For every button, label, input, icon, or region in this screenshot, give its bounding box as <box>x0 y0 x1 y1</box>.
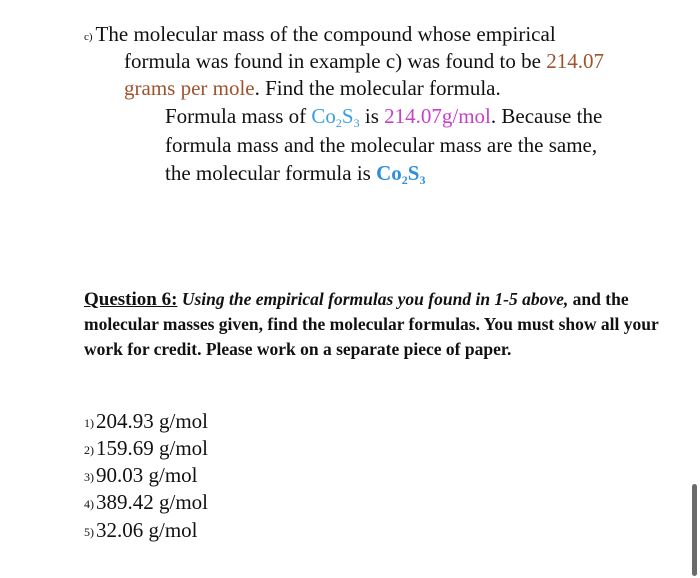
list-item-value: 159.69 g/mol <box>96 436 209 460</box>
formula-element-1: Co <box>311 104 336 128</box>
formula-mass-suffix: . Because the <box>490 104 603 128</box>
list-item-number: 1) <box>84 416 94 430</box>
list-item <box>84 408 208 437</box>
example-c-line-6 <box>165 160 425 186</box>
example-c-marker: c) <box>84 31 93 43</box>
example-c-line-2 <box>124 48 604 74</box>
example-c-text-2: formula was found in example c) was found to be <box>124 49 541 73</box>
example-c-line-4 <box>165 103 602 129</box>
molecular-formula-prefix: the molecular formula is <box>165 161 371 185</box>
list-item-number: 4) <box>84 497 94 511</box>
question-title: Question 6: <box>84 289 178 310</box>
list-item-value: 389.42 g/mol <box>96 490 209 514</box>
formula-subscript-1: 2 <box>335 116 342 130</box>
formula-mass-prefix: Formula mass of <box>165 104 307 128</box>
example-c-line-3 <box>124 75 501 101</box>
list-item-value: 32.06 g/mol <box>96 518 198 542</box>
molecular-mass-unit: grams per mole <box>124 76 255 100</box>
vertical-scrollbar[interactable] <box>692 484 697 576</box>
example-c-line-1 <box>84 21 556 51</box>
question-body: and the molecular masses given, find the molecular formulas. You must show all your work for credit. Please work on a separate piece of paper. <box>84 289 659 359</box>
molecular-formula-subscript-1: 2 <box>401 173 408 187</box>
molecular-formula-element-1: Co <box>376 161 402 185</box>
question-6 <box>84 287 674 362</box>
molecular-formula-element-2: S <box>407 161 420 185</box>
molecular-mass-value: 214.07 <box>546 49 604 73</box>
list-item-value: 204.93 g/mol <box>96 409 209 433</box>
list-item <box>84 462 198 491</box>
example-c-text-1: The molecular mass of the compound whose empirical <box>95 22 556 46</box>
example-c-line-5 <box>165 132 597 158</box>
list-item-number: 5) <box>84 525 94 539</box>
formula-subscript-2: 3 <box>353 116 360 130</box>
formula-is-word: is <box>364 104 379 128</box>
formula-mass-value: 214.07g/mol <box>384 104 491 128</box>
formula-element-2: S <box>341 104 354 128</box>
question-italic-text: Using the empirical formulas you found in 1-5 above, <box>181 289 569 309</box>
example-c-text-3: . Find the molecular formula. <box>254 76 501 100</box>
list-item-value: 90.03 g/mol <box>96 463 198 487</box>
list-item <box>84 435 208 464</box>
empirical-formula <box>311 104 359 128</box>
example-c-text-5: formula mass and the molecular mass are the same, <box>165 133 598 157</box>
list-item <box>84 489 208 518</box>
list-item <box>84 517 198 546</box>
list-item-number: 2) <box>84 443 94 457</box>
molecular-formula-subscript-2: 3 <box>419 173 426 187</box>
list-item-number: 3) <box>84 470 94 484</box>
molecular-formula <box>376 161 425 185</box>
